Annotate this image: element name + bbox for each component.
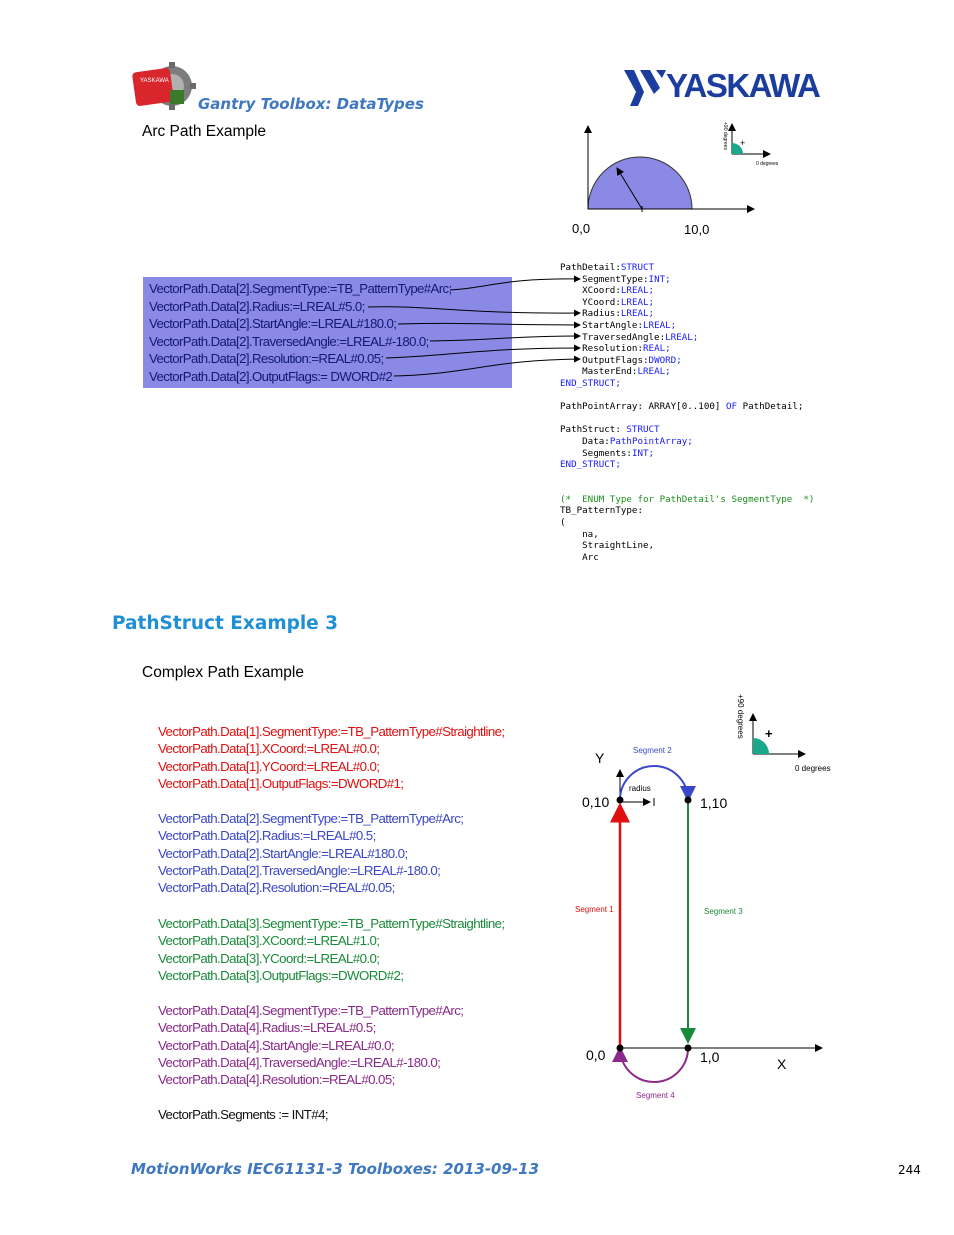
code-field: StartAngle: <box>582 319 643 331</box>
code-line: VectorPath.Data[2].TraversedAngle:=LREAL#-180.0; <box>158 862 441 878</box>
code-line: VectorPath.Data[3].SegmentType:=TB_PatternType#Straightline; <box>158 916 505 931</box>
code-line: VectorPath.Data[1].YCoord:=LREAL#0.0; <box>158 758 380 774</box>
segment-2-arc <box>620 766 688 800</box>
code-enum-value: Arc <box>582 551 599 563</box>
section-heading: PathStruct Example 3 <box>112 613 339 634</box>
arc-axis-x-label: 0 degrees <box>756 161 779 167</box>
code-type: LREAL; <box>643 319 677 331</box>
code-block <box>560 262 814 563</box>
label-0-0: 0,0 <box>586 1047 606 1063</box>
segment-2-label: Segment 2 <box>633 746 672 755</box>
code-line: VectorPath.Data[4].StartAngle:=LREAL#0.0; <box>158 1037 394 1053</box>
assign-line: VectorPath.Data[2].TraversedAngle:=LREAL#-180.0; <box>149 333 429 349</box>
code-kw: STRUCT <box>620 262 655 273</box>
code-field: TraversedAngle: <box>582 331 666 343</box>
code-kw: STRUCT <box>626 424 660 436</box>
code-line: VectorPath.Data[4].Radius:=LREAL#0.5; <box>158 1020 376 1036</box>
code-line: VectorPath.Data[4].Resolution:=REAL#0.05; <box>158 1072 395 1088</box>
point-1-10 <box>685 797 692 804</box>
code-field: Segments: <box>582 447 632 459</box>
code-type: LREAL; <box>637 366 671 378</box>
code-pathstruct: PathStruct: <box>560 424 627 436</box>
segment-1-label: Segment 1 <box>575 905 614 914</box>
arc-origin-label: 0,0 <box>572 221 591 236</box>
code-line: VectorPath.Data[1].OutputFlags:=DWORD#1; <box>158 775 404 791</box>
code-array-b: PathDetail; <box>737 401 804 413</box>
point-1-0 <box>685 1045 692 1052</box>
code-type: INT; <box>648 273 671 285</box>
segment-4-label: Segment 4 <box>636 1091 675 1100</box>
complex-example-title: Complex Path Example <box>142 664 304 681</box>
code-end-struct: END_STRUCT; <box>560 377 621 389</box>
code-line: VectorPath.Data[2].StartAngle:=LREAL#180.0; <box>158 845 408 861</box>
code-end-struct: END_STRUCT; <box>560 459 621 471</box>
code-line: VectorPath.Data[3].OutputFlags:=DWORD#2; <box>158 967 404 983</box>
arc-axis-y-label: +90 degrees <box>722 122 728 150</box>
code-field: MasterEnd: <box>582 366 638 378</box>
code-field: Radius: <box>582 308 621 320</box>
code-field: Data: <box>582 435 610 447</box>
arc-plus: + <box>740 138 746 148</box>
code-field: OutputFlags: <box>582 354 649 366</box>
code-type: PathPointArray; <box>609 435 693 447</box>
assign-line: VectorPath.Data[2].Resolution:=REAL#0.05; <box>149 351 384 366</box>
label-0-10: 0,10 <box>582 794 610 810</box>
segment-3-label: Segment 3 <box>704 907 743 916</box>
code-type: LREAL; <box>620 285 655 297</box>
badge-text: YASKAWA <box>140 78 169 84</box>
code-field: XCoord: <box>582 285 621 297</box>
code-line-segments: VectorPath.Segments := INT#4; <box>158 1107 328 1122</box>
code-array-of: OF <box>725 401 738 413</box>
footer-text: MotionWorks IEC61131-3 Toolboxes: 2013-09-13 <box>131 1160 540 1178</box>
label-1-0: 1,0 <box>700 1049 720 1065</box>
code-line: VectorPath.Data[4].SegmentType:=TB_PatternType#Arc; <box>158 1003 464 1018</box>
code-comment: (* ENUM Type for PathDetail's SegmentType *) <box>560 493 815 505</box>
segment-4-arc <box>620 1048 688 1082</box>
code-type: LREAL; <box>665 331 699 343</box>
code-field: YCoord: <box>582 296 621 308</box>
page-number: 244 <box>898 1163 921 1177</box>
code-field: Resolution: <box>582 343 643 355</box>
complex-axis-y-label: +90 degrees <box>736 694 745 739</box>
code-line: VectorPath.Data[2].Resolution:=REAL#0.05; <box>158 880 395 896</box>
yaskawa-logo-text: YASKAWA <box>666 67 820 104</box>
assign-line: VectorPath.Data[2].SegmentType:=TB_PatternType#Arc; <box>149 281 452 296</box>
code-line: VectorPath.Data[1].XCoord:=LREAL#0.0; <box>158 741 380 757</box>
code-enum-name: TB_PatternType: <box>560 505 643 517</box>
y-label: Y <box>595 750 605 766</box>
arc-end-label: 10,0 <box>684 222 710 237</box>
code-type: INT; <box>631 447 655 459</box>
code-enum-value: na, <box>582 528 599 540</box>
code-array-a: PathPointArray: ARRAY[0..100] <box>560 401 726 413</box>
assign-line: VectorPath.Data[2].StartAngle:=LREAL#180.0; <box>149 316 397 331</box>
point-0-10 <box>617 797 624 804</box>
assign-line: VectorPath.Data[2].Radius:=LREAL#5.0; <box>149 298 365 314</box>
code-field: SegmentType: <box>582 273 649 285</box>
header-title: Gantry Toolbox: DataTypes <box>198 95 424 113</box>
code-enum-value: StraightLine, <box>582 540 655 552</box>
label-1-10: 1,10 <box>700 795 728 811</box>
code-line: VectorPath.Data[2].SegmentType:=TB_PatternType#Arc; <box>158 811 464 826</box>
code-type: REAL; <box>643 343 671 355</box>
x-label: X <box>777 1056 787 1072</box>
code-type: DWORD; <box>648 354 682 366</box>
code-type: LREAL; <box>620 308 655 320</box>
point-0-0 <box>617 1045 624 1052</box>
assign-line: VectorPath.Data[2].OutputFlags:= DWORD#2 <box>149 368 393 384</box>
complex-path-diagram <box>565 690 845 1110</box>
complex-plus: + <box>765 726 773 741</box>
code-type: LREAL; <box>620 296 655 308</box>
complex-axis-x-label: 0 degrees <box>795 764 831 773</box>
code-enum-open: ( <box>560 517 566 529</box>
radius-label: radius <box>629 784 651 793</box>
code-line: VectorPath.Data[3].XCoord:=LREAL#1.0; <box>158 933 380 949</box>
code-line: VectorPath.Data[4].TraversedAngle:=LREAL#-180.0; <box>158 1054 441 1070</box>
code-pathdetail: PathDetail: <box>560 262 621 273</box>
code-line: VectorPath.Data[2].Radius:=LREAL#0.5; <box>158 828 376 844</box>
code-line: VectorPath.Data[1].SegmentType:=TB_PatternType#Straightline; <box>158 724 505 739</box>
arc-example-title: Arc Path Example <box>142 123 267 140</box>
code-line: VectorPath.Data[3].YCoord:=LREAL#0.0; <box>158 950 380 966</box>
